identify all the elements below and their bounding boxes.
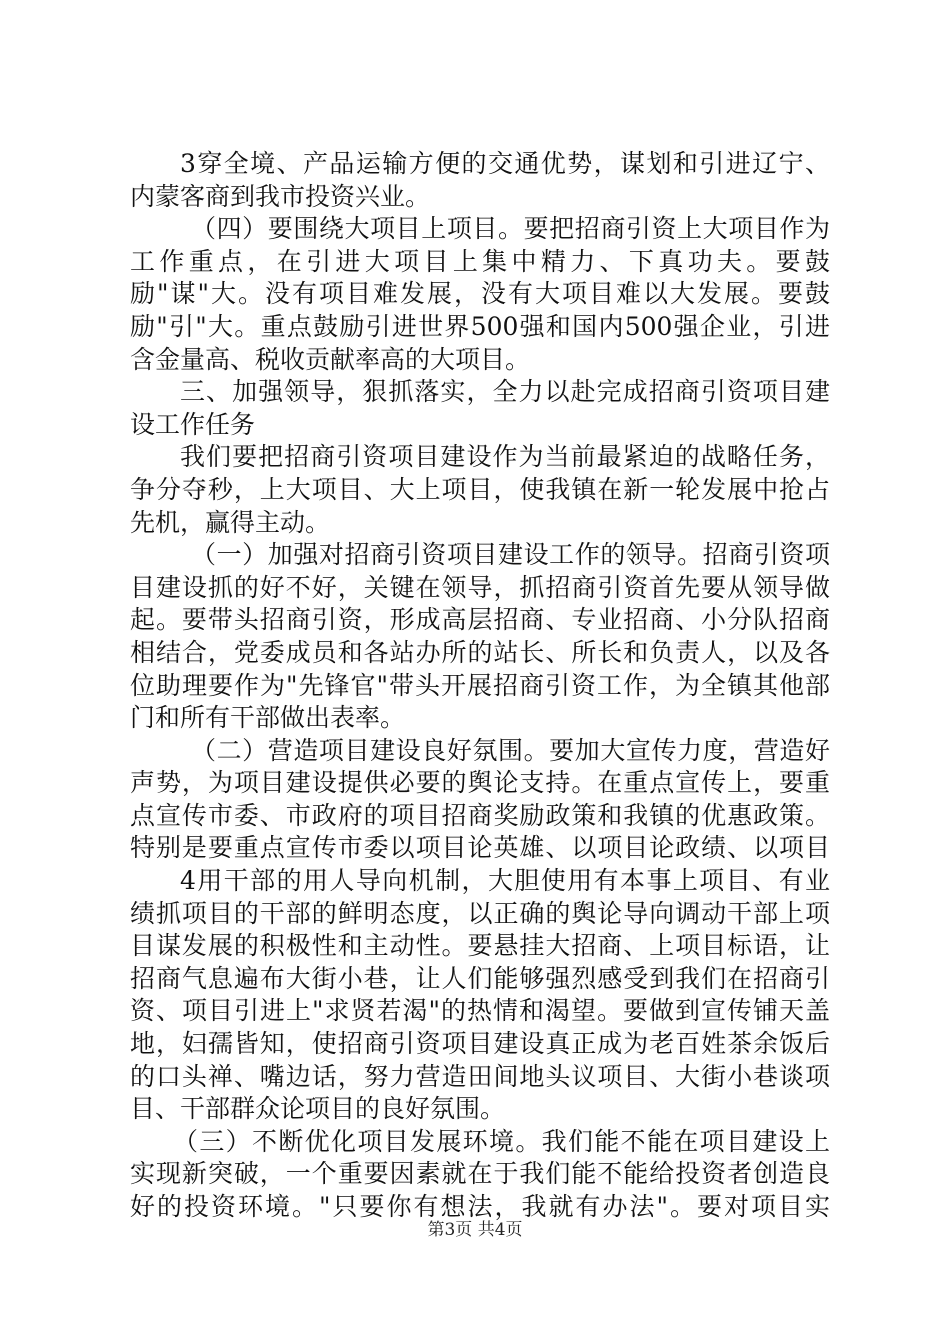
- document-body: [130, 148, 830, 1224]
- text-line: 先机，赢得主动。: [130, 507, 331, 537]
- text-line: 绩抓项目的干部的鲜明态度，以正确的舆论导向调动干部上项: [130, 898, 830, 928]
- text-line: 内蒙客商到我市投资兴业。: [130, 181, 431, 211]
- text-line: 三、加强领导，狠抓落实，全力以赴完成招商引资项目建: [180, 377, 830, 407]
- text-line: （三）不断优化项目发展环境。我们能不能在项目建设上: [173, 1126, 830, 1156]
- text-line: 工作重点，在引进大项目上集中精力、下真功夫。要鼓: [130, 246, 830, 276]
- text-line: 起。要带头招商引资，形成高层招商、专业招商、小分队招商: [130, 605, 830, 635]
- text-line: 目谋发展的积极性和主动性。要悬挂大招商、上项目标语，让: [130, 931, 830, 961]
- text-line: 目、干部群众论项目的良好氛围。: [130, 1094, 506, 1124]
- text-line: 设工作任务: [130, 409, 256, 439]
- text-line: 位助理要作为"先锋官"带头开展招商引资工作，为全镇其他部: [130, 670, 830, 700]
- text-line: 目建设抓的好不好，关键在领导，抓招商引资首先要从领导做: [130, 572, 830, 602]
- text-line: （一）加强对招商引资项目建设工作的领导。招商引资项: [191, 540, 830, 570]
- text-line: 励"引"大。重点鼓励引进世界500强和国内500强企业，引进: [130, 311, 830, 341]
- text-line: 好的投资环境。"只要你有想法，我就有办法"。要对项目实: [130, 1192, 830, 1221]
- text-line: 实现新突破，一个重要因素就在于我们能不能给投资者创造良: [130, 1159, 830, 1189]
- text-line: 4用干部的用人导向机制，大胆使用有本事上项目、有业: [180, 866, 830, 896]
- text-line: 3穿全境、产品运输方便的交通优势，谋划和引进辽宁、: [180, 149, 830, 178]
- text-line: 的口头禅、嘴边话，努力营造田间地头议项目、大街小巷谈项: [130, 1061, 830, 1091]
- text-line: 含金量高、税收贡献率高的大项目。: [130, 344, 531, 374]
- text-line: 我们要把招商引资项目建设作为当前最紧迫的战略任务，: [180, 442, 830, 472]
- text-line: 门和所有干部做出表率。: [130, 703, 406, 733]
- text-line: 声势，为项目建设提供必要的舆论支持。在重点宣传上，要重: [130, 768, 830, 798]
- text-line: 励"谋"大。没有项目难发展，没有大项目难以大发展。要鼓: [130, 279, 830, 309]
- text-line: 特别是要重点宣传市委以项目论英雄、以项目论政绩、以项目: [130, 833, 830, 863]
- text-line: （二）营造项目建设良好氛围。要加大宣传力度，营造好: [191, 735, 830, 765]
- text-line: 相结合，党委成员和各站办所的站长、所长和负责人，以及各: [130, 637, 830, 667]
- text-line: 地，妇孺皆知，使招商引资项目建设真正成为老百姓茶余饭后: [130, 1029, 830, 1059]
- text-line: （四）要围绕大项目上项目。要把招商引资上大项目作为: [191, 214, 830, 244]
- text-line: 争分夺秒，上大项目、大上项目，使我镇在新一轮发展中抢占: [130, 474, 830, 504]
- text-line: 招商气息遍布大街小巷，让人们能够强烈感受到我们在招商引: [130, 963, 830, 993]
- text-line: 资、项目引进上"求贤若渴"的热情和渴望。要做到宣传铺天盖: [130, 996, 830, 1026]
- text-line: 点宣传市委、市政府的项目招商奖励政策和我镇的优惠政策。: [130, 800, 830, 830]
- page-footer: 第3页 共4页: [427, 1220, 523, 1240]
